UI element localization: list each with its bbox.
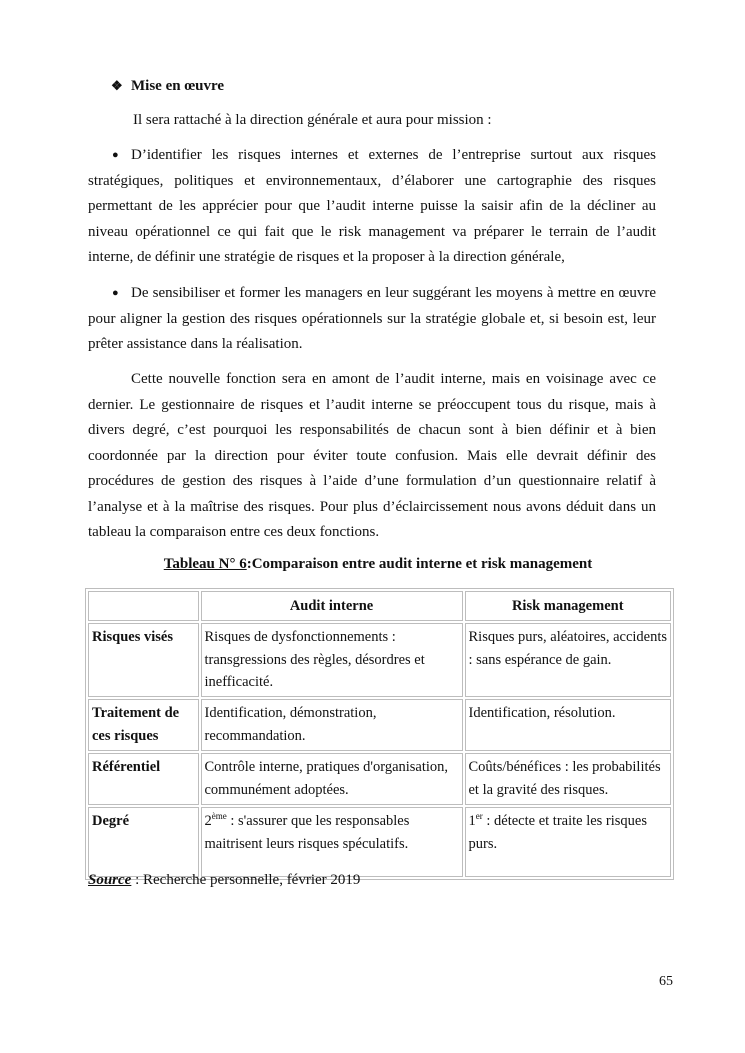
audit-ordinal: 2 bbox=[204, 813, 212, 829]
source-text: : Recherche personnelle, février 2019 bbox=[131, 872, 361, 888]
table-caption bbox=[88, 556, 668, 573]
audit-cell-text: : s'assurer que les responsables maitrisent leurs risques spéculatifs. bbox=[204, 813, 410, 852]
body-paragraph: Cette nouvelle fonction sera en amont de l’audit interne, mais en voisinage avec ce dernier. Le gestionnaire de risques et l’audit interne se préoccupent tous du risque, mais à divers degré, c’est pourquoi les responsabilités de chacun sont à bien définir et à bien coordonnée par la direction pour éviter toute confusion. Mais elle devrait définir des procédures de gestion des risques à l’aide d’une formulation d’un questionnaire relatif à l’analyse et à la maîtrise des risques. Pour plus d’éclaircissement nous avons déduit dans un tableau la comparaison entre ces deux fonctions. bbox=[88, 371, 656, 540]
risk-cell-text: : détecte et traite les risques purs. bbox=[468, 813, 648, 852]
header-cell-empty bbox=[88, 591, 199, 621]
table-row bbox=[88, 623, 671, 697]
risk-ordinal: 1 bbox=[468, 813, 476, 829]
risk-cell: Identification, résolution. bbox=[465, 699, 672, 751]
bullet-text-2: De sensibiliser et former les managers en leur suggérant les moyens à mettre en œuvre pour aligner la gestion des risques opérationnels sur la stratégie globale et, si besoin est, leur prêter assistance dans la réalisation. bbox=[88, 285, 656, 352]
table-row bbox=[88, 753, 671, 805]
row-label: Référentiel bbox=[88, 753, 199, 805]
row-label: Degré bbox=[88, 807, 199, 877]
table-caption-title: :Comparaison entre audit interne et risk management bbox=[246, 556, 593, 572]
header-cell-risk: Risk management bbox=[465, 591, 672, 621]
diamond-bullet-icon: ❖ bbox=[111, 78, 123, 93]
table-row bbox=[88, 807, 671, 877]
source-label: Source bbox=[88, 872, 132, 888]
intro-paragraph: Il sera rattaché à la direction générale et aura pour mission : bbox=[133, 112, 492, 128]
table-header-row bbox=[88, 591, 671, 621]
table-source bbox=[88, 872, 360, 889]
bullet-text-1: D’identifier les risques internes et externes de l’entreprise surtout aux risques stratégiques, politiques et environnementaux, d’élaborer une cartographie des risques permettant de les apprécier pour que l’audit interne puisse la saisir afin de la décliner au niveau opérationnel ce qui fait que le risk management va préparer le terrain de l’audit interne, de définir une stratégie de risques et la proposer à la direction générale, bbox=[88, 147, 656, 265]
audit-cell: Contrôle interne, pratiques d'organisation, communément adoptées. bbox=[201, 753, 463, 805]
page-number: 65 bbox=[659, 974, 673, 989]
risk-cell: Risques purs, aléatoires, accidents : sans espérance de gain. bbox=[465, 623, 672, 697]
header-cell-audit: Audit interne bbox=[201, 591, 463, 621]
section-heading-text: Mise en œuvre bbox=[131, 78, 225, 94]
audit-cell: Identification, démonstration, recommandation. bbox=[201, 699, 463, 751]
risk-ordinal-suffix: er bbox=[475, 811, 483, 822]
audit-cell bbox=[201, 807, 463, 877]
risk-cell: Coûts/bénéfices : les probabilités et la gravité des risques. bbox=[465, 753, 672, 805]
table-row bbox=[88, 699, 671, 751]
table-caption-number: Tableau N° 6 bbox=[163, 556, 247, 572]
bullet-item-2 bbox=[88, 281, 656, 358]
section-heading bbox=[111, 78, 224, 95]
row-label: Risques visés bbox=[88, 623, 199, 697]
audit-ordinal-suffix: ème bbox=[211, 811, 227, 822]
risk-cell bbox=[465, 807, 672, 877]
bullet-dot-icon: ● bbox=[112, 149, 119, 161]
row-label: Traitement de ces risques bbox=[88, 699, 199, 751]
bullet-item-1 bbox=[88, 143, 656, 271]
comparison-table bbox=[85, 588, 674, 880]
bullet-dot-icon: ● bbox=[112, 287, 119, 299]
audit-cell: Risques de dysfonctionnements : transgressions des règles, désordres et inefficacité. bbox=[201, 623, 463, 697]
